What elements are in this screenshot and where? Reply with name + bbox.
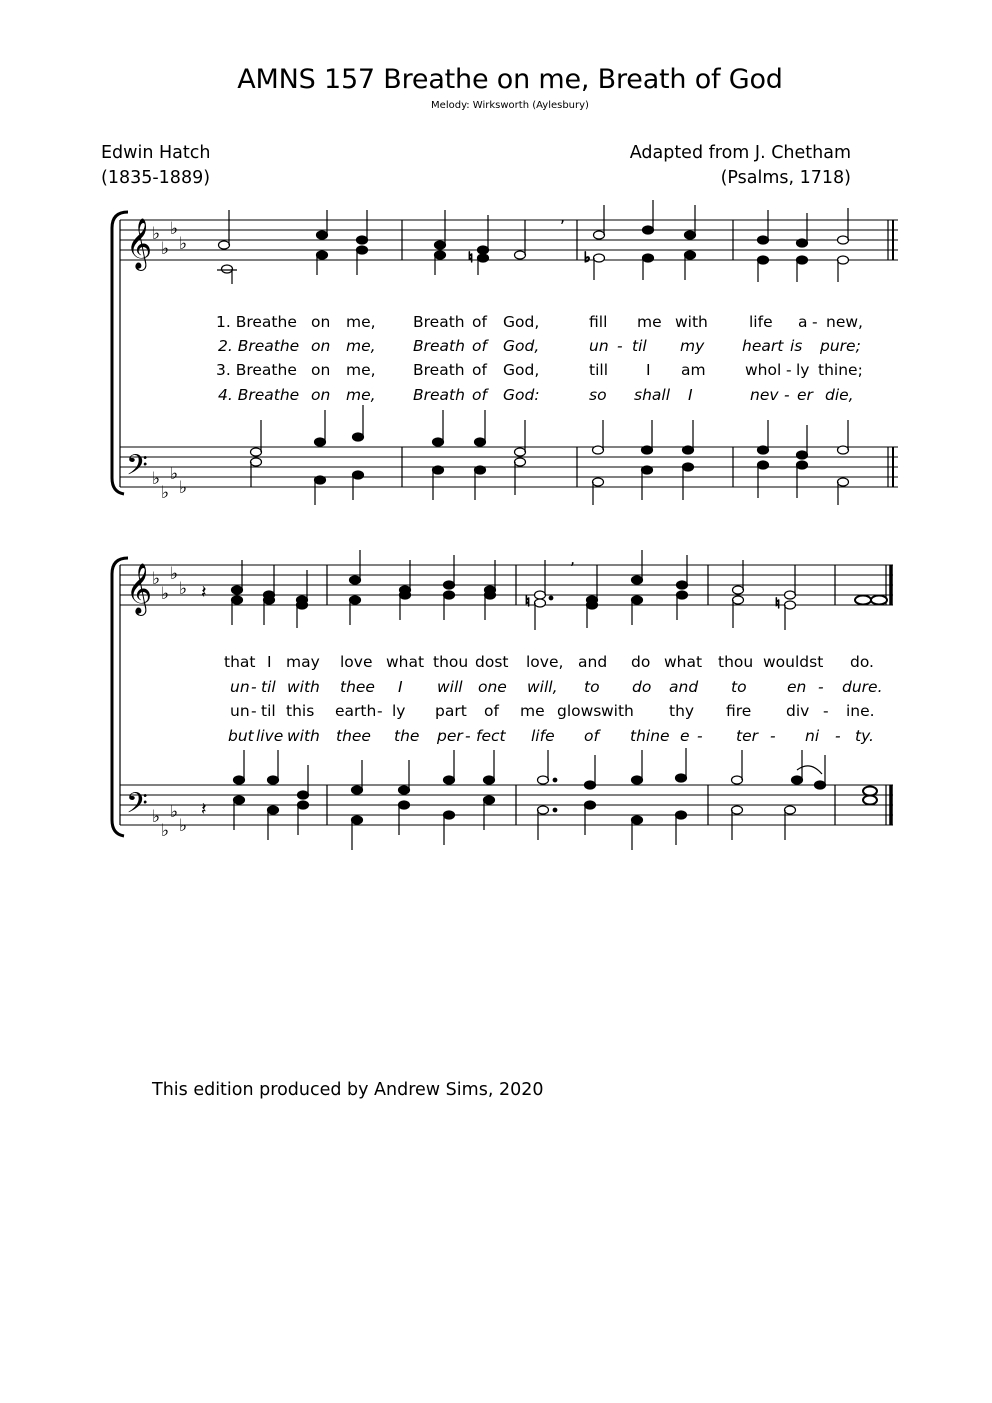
svg-text:𝄢: 𝄢 (126, 787, 148, 827)
lyric-syllable: one (478, 678, 507, 696)
lyric-syllable: I (646, 361, 651, 379)
lyrics-system-1 (216, 313, 863, 404)
lyric-syllable: my (680, 337, 705, 355)
lyric-syllable: fire (726, 702, 752, 720)
lyric-syllable: 3. Breathe (216, 361, 297, 379)
hymn-title: AMNS 157 Breathe on me, Breath of God (237, 64, 783, 95)
lyric-syllable: un (230, 702, 250, 720)
lyric-syllable: - (835, 727, 841, 745)
lyric-syllable: - (818, 678, 824, 696)
lyric-syllable: to (584, 678, 600, 696)
lyric-syllable: die, (825, 386, 854, 404)
lyric-syllable: and (669, 678, 699, 696)
lyric-syllable: ni (805, 727, 820, 745)
lyric-syllable: thine; (818, 361, 863, 379)
lyric-syllable: div (786, 702, 810, 720)
lyric-syllable: so (589, 386, 607, 404)
lyric-syllable: fect (476, 727, 506, 745)
lyric-syllable: and (578, 653, 608, 671)
lyric-syllable: of (472, 337, 487, 355)
verse-4 (218, 386, 854, 404)
svg-text:𝄢: 𝄢 (126, 449, 148, 489)
lyric-syllable: life (531, 727, 555, 745)
lyric-syllable: dure. (842, 678, 883, 696)
lyric-syllable: thou (433, 653, 469, 671)
lyric-syllable: the (394, 727, 420, 745)
lyric-syllable: with (601, 702, 634, 720)
verse-1 (216, 313, 863, 331)
lyric-syllable: new, (826, 313, 863, 331)
svg-text:♭: ♭ (170, 219, 179, 239)
lyric-syllable: heart (742, 337, 784, 355)
lyric-syllable: am (681, 361, 706, 379)
lyric-syllable: till (589, 361, 608, 379)
lyric-syllable: ty. (855, 727, 874, 745)
lyric-syllable: what (386, 653, 425, 671)
treble-staff (120, 220, 898, 260)
svg-text:♭: ♭ (179, 478, 188, 498)
svg-text:♭: ♭ (170, 802, 179, 822)
lyric-syllable: do (631, 653, 651, 671)
lyric-syllable: er (797, 386, 813, 404)
key-signature-treble (152, 219, 187, 259)
treble-notes (217, 200, 849, 284)
lyric-syllable: I (688, 386, 693, 404)
rest-bass: 𝄽 (201, 799, 207, 820)
svg-text:♭: ♭ (161, 483, 170, 503)
lyric-syllable: Breath (413, 361, 465, 379)
lyric-syllable: will (437, 678, 463, 696)
lyric-syllable: God, (503, 361, 540, 379)
key-signature-treble (152, 564, 187, 604)
bass-staff (120, 447, 898, 487)
lyric-syllable: me, (346, 361, 376, 379)
author-name: Edwin Hatch (101, 143, 211, 163)
lyric-syllable: - (770, 727, 776, 745)
treble-notes (232, 550, 888, 630)
lyric-syllable: love, (526, 653, 564, 671)
lyric-syllable: do. (850, 653, 874, 671)
adaptation-date: (Psalms, 1718) (720, 168, 851, 188)
key-signature-bass (152, 464, 187, 503)
bass-notes (234, 748, 878, 850)
lyric-syllable: per (437, 727, 463, 745)
lyric-syllable: to (731, 678, 747, 696)
lyric-syllable: - (786, 361, 792, 379)
lyric-syllable: whol (745, 361, 782, 379)
lyric-syllable: with (287, 678, 320, 696)
bass-clef-icon (126, 787, 148, 827)
lyric-syllable: of (472, 313, 487, 331)
lyric-syllable: e (680, 727, 690, 745)
verse-2 (230, 678, 883, 696)
lyric-syllable: ter (736, 727, 758, 745)
lyric-syllable: is (790, 337, 803, 355)
svg-text:♭: ♭ (179, 816, 188, 836)
lyric-syllable: thy (669, 702, 695, 720)
lyric-syllable: Breath (413, 313, 465, 331)
verse-2 (218, 337, 861, 355)
lyric-syllable: - (812, 313, 818, 331)
author-dates: (1835-1889) (101, 168, 211, 188)
breath-mark: , (560, 207, 566, 226)
lyric-syllable: nev (750, 386, 779, 404)
melody-subtitle: Melody: Wirksworth (Aylesbury) (431, 100, 589, 111)
lyric-syllable: - (617, 337, 623, 355)
lyric-syllable: me, (346, 337, 376, 355)
lyric-syllable: on (311, 337, 331, 355)
lyric-syllable: - (377, 702, 383, 720)
lyric-syllable: of (584, 727, 599, 745)
lyric-syllable: of (484, 702, 499, 720)
lyric-syllable: glows (557, 702, 602, 720)
lyric-syllable: a (798, 313, 808, 331)
bass-notes (251, 405, 849, 505)
rest-treble: 𝄽 (201, 582, 207, 603)
lyric-syllable: me (637, 313, 662, 331)
svg-text:♭: ♭ (179, 579, 188, 599)
lyric-syllable: of (472, 361, 487, 379)
lyric-syllable: thine (630, 727, 670, 745)
lyric-syllable: me, (346, 386, 376, 404)
lyric-syllable: I (267, 653, 272, 671)
lyric-syllable: 4. Breathe (218, 386, 300, 404)
lyric-syllable: me, (346, 313, 376, 331)
lyric-syllable: on (311, 313, 331, 331)
svg-text:♭: ♭ (179, 234, 188, 254)
lyric-syllable: dost (475, 653, 509, 671)
lyric-syllable: do (632, 678, 652, 696)
lyric-syllable: - (251, 702, 257, 720)
lyric-syllable: til (632, 337, 647, 355)
lyric-syllable: on (311, 386, 331, 404)
lyric-syllable: ly (796, 361, 810, 379)
lyric-syllable: on (311, 361, 331, 379)
svg-text:♭: ♭ (152, 469, 161, 489)
lyric-syllable: love (340, 653, 373, 671)
lyric-syllable: that (224, 653, 256, 671)
lyric-syllable: of (472, 386, 487, 404)
lyric-syllable: pure; (820, 337, 861, 355)
svg-text:𝄞: 𝄞 (126, 218, 153, 269)
lyric-syllable: til (261, 702, 276, 720)
verse-4 (228, 727, 874, 745)
lyric-syllable: ly (392, 702, 406, 720)
lyric-syllable: I (398, 678, 403, 696)
lyric-syllable: - (697, 727, 703, 745)
lyric-syllable: shall (634, 386, 671, 404)
lyric-syllable: thee (336, 727, 371, 745)
lyric-syllable: un (589, 337, 609, 355)
lyric-syllable: wouldst (763, 653, 824, 671)
svg-text:♮: ♮ (525, 594, 531, 610)
verse-1 (224, 653, 874, 671)
lyric-syllable: - (823, 702, 829, 720)
lyric-syllable: thee (340, 678, 375, 696)
lyric-syllable: what (664, 653, 703, 671)
bass-staff (120, 785, 893, 825)
svg-text:♭: ♭ (170, 464, 179, 484)
svg-text:♭: ♭ (170, 564, 179, 584)
lyric-syllable: un (230, 678, 250, 696)
svg-text:♭: ♭ (161, 239, 170, 259)
lyric-syllable: - (784, 386, 790, 404)
key-signature-bass (152, 802, 187, 841)
lyric-syllable: may (286, 653, 320, 671)
lyric-syllable: 2. Breathe (218, 337, 300, 355)
lyric-syllable: part (435, 702, 467, 720)
svg-text:♭: ♭ (161, 584, 170, 604)
lyric-syllable: this (286, 702, 315, 720)
svg-text:♮: ♮ (468, 250, 474, 266)
lyric-syllable: fill (589, 313, 608, 331)
svg-text:♭: ♭ (584, 250, 591, 266)
treble-clef-icon (126, 218, 152, 271)
adaptation-source: Adapted from J. Chetham (629, 143, 851, 163)
lyric-syllable: Breath (413, 386, 465, 404)
lyric-syllable: en (787, 678, 807, 696)
lyric-syllable: - (465, 727, 471, 745)
lyric-syllable: life (749, 313, 773, 331)
lyric-syllable: Breath (413, 337, 465, 355)
svg-text:♭: ♭ (161, 821, 170, 841)
svg-text:𝄞: 𝄞 (126, 563, 153, 614)
lyric-syllable: with (287, 727, 320, 745)
lyric-syllable: God: (503, 386, 540, 404)
svg-text:♭: ♭ (152, 807, 161, 827)
breath-mark: , (570, 549, 576, 568)
lyrics-system-2 (224, 653, 883, 745)
lyric-syllable: with (675, 313, 708, 331)
verse-3 (230, 702, 875, 720)
treble-clef-icon (126, 563, 152, 616)
lyric-syllable: God, (503, 313, 540, 331)
svg-text:♮: ♮ (775, 596, 781, 612)
lyric-syllable: til (261, 678, 276, 696)
lyric-syllable: 1. Breathe (216, 313, 297, 331)
lyric-syllable: - (251, 678, 257, 696)
lyric-syllable: but (228, 727, 254, 745)
lyric-syllable: me (520, 702, 545, 720)
lyric-syllable: earth (335, 702, 377, 720)
verse-3 (216, 361, 863, 379)
svg-text:♭: ♭ (152, 569, 161, 589)
lyric-syllable: live (256, 727, 284, 745)
lyric-syllable: will, (527, 678, 558, 696)
lyric-syllable: God, (503, 337, 540, 355)
svg-text:♭: ♭ (152, 224, 161, 244)
footer-credit: This edition produced by Andrew Sims, 2020 (152, 1080, 544, 1100)
bass-clef-icon (126, 449, 148, 489)
lyric-syllable: thou (718, 653, 754, 671)
lyric-syllable: ine. (846, 702, 875, 720)
